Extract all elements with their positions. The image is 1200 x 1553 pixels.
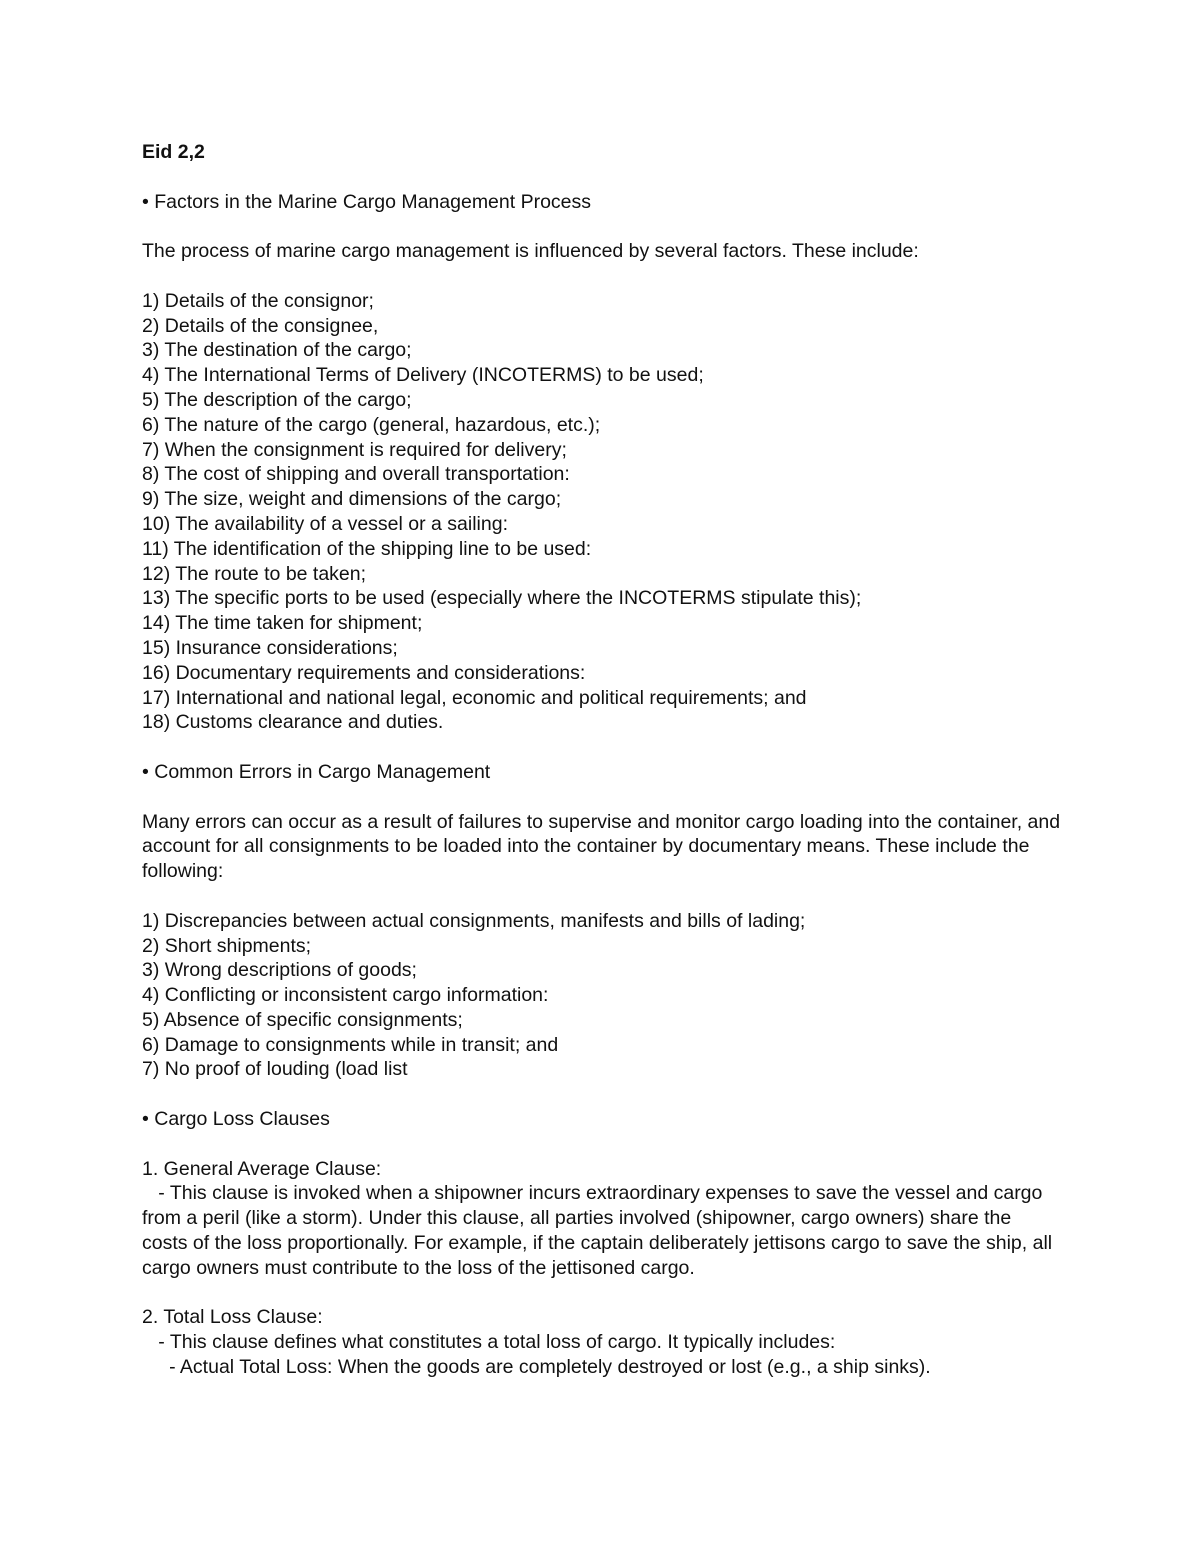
list-item: 13) The specific ports to be used (especially where the INCOTERMS stipulate this); xyxy=(142,587,862,610)
list-item: 3) Wrong descriptions of goods; xyxy=(142,959,417,982)
section-heading-loss-clauses: • Cargo Loss Clauses xyxy=(142,1108,330,1131)
list-item: 7) When the consignment is required for delivery; xyxy=(142,438,567,461)
errors-list xyxy=(142,909,1062,1083)
list-item: 17) International and national legal, economic and political requirements; and xyxy=(142,686,807,709)
list-item: 1) Discrepancies between actual consignments, manifests and bills of lading; xyxy=(142,909,806,932)
list-item: 16) Documentary requirements and considerations: xyxy=(142,661,586,684)
spacer xyxy=(142,735,1062,760)
spacer xyxy=(142,1132,1062,1157)
list-item: 6) Damage to consignments while in transit; and xyxy=(142,1033,559,1056)
spacer xyxy=(142,165,1062,190)
section-intro-factors: The process of marine cargo management is influenced by several factors. These include: xyxy=(142,240,919,263)
document-page xyxy=(142,140,1062,1380)
list-item: 12) The route to be taken; xyxy=(142,562,367,585)
section-heading-factors: • Factors in the Marine Cargo Management Process xyxy=(142,190,592,213)
list-item: 14) The time taken for shipment; xyxy=(142,612,423,635)
document-title: Eid 2,2 xyxy=(142,141,205,163)
list-item: 11) The identification of the shipping line to be used: xyxy=(142,537,592,560)
list-item: 5) Absence of specific consignments; xyxy=(142,1008,463,1031)
list-item: 7) No proof of louding (load list xyxy=(142,1058,408,1081)
spacer xyxy=(142,264,1062,289)
spacer xyxy=(142,1281,1062,1306)
clause-title-total-loss: 2. Total Loss Clause: xyxy=(142,1306,323,1329)
spacer xyxy=(142,884,1062,909)
list-item: 2) Details of the consignee, xyxy=(142,314,379,337)
clause-subitem-actual-total-loss: - Actual Total Loss: When the goods are completely destroyed or lost (e.g., a ship sinks). xyxy=(142,1356,931,1379)
list-item: 1) Details of the consignor; xyxy=(142,289,374,312)
list-item: 3) The destination of the cargo; xyxy=(142,339,412,362)
list-item: 6) The nature of the cargo (general, hazardous, etc.); xyxy=(142,413,601,436)
spacer xyxy=(142,1082,1062,1107)
section-intro-errors: Many errors can occur as a result of failures to supervise and monitor cargo loading into the container, and account for all consignments to be loaded into the container by documentary means. These include the following: xyxy=(142,810,1061,883)
list-item: 2) Short shipments; xyxy=(142,934,312,957)
list-item: 15) Insurance considerations; xyxy=(142,636,398,659)
list-item: 4) The International Terms of Delivery (INCOTERMS) to be used; xyxy=(142,364,704,387)
section-heading-errors: • Common Errors in Cargo Management xyxy=(142,760,491,783)
list-item: 8) The cost of shipping and overall transportation: xyxy=(142,463,570,486)
list-item: 5) The description of the cargo; xyxy=(142,388,412,411)
clause-title-general-average: 1. General Average Clause: xyxy=(142,1157,382,1180)
list-item: 10) The availability of a vessel or a sailing: xyxy=(142,512,508,535)
clause-body-general-average: - This clause is invoked when a shipowner incurs extraordinary expenses to save the vessel and cargo from a peril (like a storm). Under this clause, all parties involved (shipowner, cargo owners) share the costs of the loss proportionally. For example, if the captain deliberately jettisons cargo to save the ship, all cargo owners must contribute to the loss of the jettisoned cargo. xyxy=(142,1182,1058,1279)
factors-list xyxy=(142,289,1062,735)
list-item: 4) Conflicting or inconsistent cargo information: xyxy=(142,984,549,1007)
spacer xyxy=(142,214,1062,239)
list-item: 18) Customs clearance and duties. xyxy=(142,711,444,734)
clause-body-total-loss: - This clause defines what constitutes a total loss of cargo. It typically includes: xyxy=(142,1331,836,1354)
list-item: 9) The size, weight and dimensions of the cargo; xyxy=(142,488,562,511)
spacer xyxy=(142,785,1062,810)
